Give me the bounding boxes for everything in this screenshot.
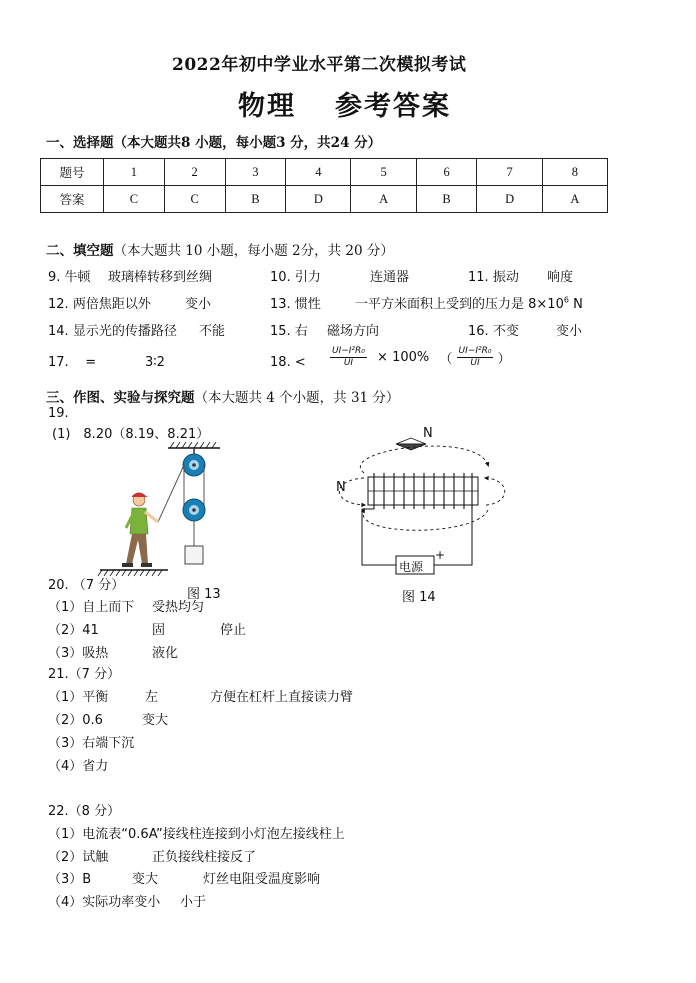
table-row-label: 题号 [41, 159, 104, 186]
q22-line: （1）电流表“0.6A”接线柱连接到小灯泡左接线柱上 [48, 827, 345, 842]
person-icon [122, 493, 158, 568]
answer-cell: D [286, 186, 351, 213]
answer-q12-b: 变小 [185, 297, 212, 312]
question-number: 3 [225, 159, 286, 186]
answer-q14-b: 不能 [199, 324, 226, 339]
section2-heading: 二、填空题（本大题共 10 小题，每小题 2分，共 20 分） [46, 243, 394, 259]
answer-q13: 13. 惯性 [270, 297, 321, 312]
q21-line: （2）0.6 [48, 713, 103, 728]
q20-line-b: 受热均匀 [152, 600, 205, 615]
q21-number: 21.（7 分） [48, 667, 121, 682]
answer-q11-b: 响度 [547, 270, 574, 285]
answer-q17: 17. = [48, 355, 97, 370]
q22-line-c: 灯丝电阻受温度影响 [203, 872, 321, 887]
q19-number: 19. [48, 406, 69, 421]
question-number: 2 [164, 159, 225, 186]
answer-q10: 10. 引力 [270, 270, 321, 285]
efficiency-fraction-alt: $\frac{\text{UI−I²R₀}}{UI}$ [458, 346, 492, 368]
section1-heading: 一、选择题（本大题共8 小题，每小题3 分，共24 分） [46, 135, 382, 151]
answer-table [40, 158, 608, 213]
answer-q9-b: 玻璃棒转移到丝绸 [108, 270, 213, 285]
figure14-label: 图 14 [402, 590, 436, 605]
answer-q13-b: 一平方米面积上受到的压力是 $8\times 10^6$ N [355, 295, 583, 312]
subject-title: 物理 [238, 91, 296, 122]
answer-q16: 16. 不变 [468, 324, 519, 339]
answer-q10-b: 连通器 [370, 270, 410, 285]
q20-line-b: 液化 [152, 646, 179, 661]
section3-heading: 三、作图、实验与探究题（本大题共 4 个小题，共 31 分） [46, 390, 400, 406]
exam-title: 2022年初中学业水平第二次模拟考试 [172, 55, 467, 75]
solenoid-figure [326, 425, 508, 580]
q22-line-b: 变大 [132, 872, 159, 887]
question-number: 7 [477, 159, 542, 186]
q21-line: （3）右端下沉 [48, 736, 135, 751]
answer-q9: 9. 牛顿 [48, 270, 91, 285]
answer-q18-formula: $\frac{\text{UI−I²R₀}}{UI}$ × 100% （ $\frac{\text{UI−I²R₀}}{UI}$ ） [332, 346, 511, 368]
q20-number: 20. （7 分） [48, 578, 125, 593]
q20-line: （2）41 [48, 623, 99, 638]
q22-line-b: 小于 [180, 895, 207, 910]
answer-q18: 18. < [270, 355, 306, 370]
answer-cell: D [477, 186, 542, 213]
compass-north-label: N [423, 426, 433, 441]
question-number: 8 [542, 159, 607, 186]
efficiency-fraction: $\frac{\text{UI−I²R₀}}{UI}$ [332, 346, 365, 368]
q22-line-b: 正负接线柱接反了 [152, 850, 257, 865]
answer-cell: A [542, 186, 607, 213]
answer-q14: 14. 显示光的传播路径 [48, 324, 177, 339]
question-number: 5 [351, 159, 416, 186]
answer-q15-b: 磁场方向 [327, 324, 380, 339]
table-row-label: 答案 [41, 186, 104, 213]
table-row-answers [41, 186, 608, 213]
q21-line: （1）平衡 [48, 690, 109, 705]
q21-line-b: 变大 [142, 713, 169, 728]
answer-cell: C [104, 186, 165, 213]
answer-key-title: 参考答案 [335, 91, 451, 122]
q21-line: （4）省力 [48, 759, 109, 774]
answer-cell: A [351, 186, 416, 213]
answer-q15: 15. 右 [270, 324, 308, 339]
q22-number: 22.（8 分） [48, 804, 121, 819]
q22-line: （2）试触 [48, 850, 109, 865]
q20-line-c: 停止 [220, 623, 247, 638]
answer-q16-b: 变小 [556, 324, 583, 339]
question-number: 1 [104, 159, 165, 186]
answer-q12: 12. 两倍焦距以外 [48, 297, 151, 312]
q20-line: （3）吸热 [48, 646, 109, 661]
q20-line-b: 固 [152, 623, 166, 638]
positive-terminal-label: + [435, 548, 446, 562]
q20-line: （1）自上而下 [48, 600, 135, 615]
q22-line: （3）B [48, 872, 92, 887]
table-row-questions [41, 159, 608, 186]
q21-line-b: 左 [145, 690, 159, 705]
answer-q17-b: 3∶2 [145, 355, 165, 370]
answer-cell: B [416, 186, 477, 213]
q22-line: （4）实际功率变小 [48, 895, 161, 910]
question-number: 6 [416, 159, 477, 186]
q21-line-c: 方便在杠杆上直接读力臂 [210, 690, 354, 705]
answer-cell: B [225, 186, 286, 213]
answer-q11: 11. 振动 [468, 270, 519, 285]
question-number: 4 [286, 159, 351, 186]
answer-cell: C [164, 186, 225, 213]
solenoid-north-label: N [336, 480, 346, 495]
power-source-label: 电源 [399, 560, 424, 574]
q19-part1: (1) 8.20（8.19、8.21） [52, 427, 210, 442]
figure13-label: 图 13 [187, 587, 221, 602]
